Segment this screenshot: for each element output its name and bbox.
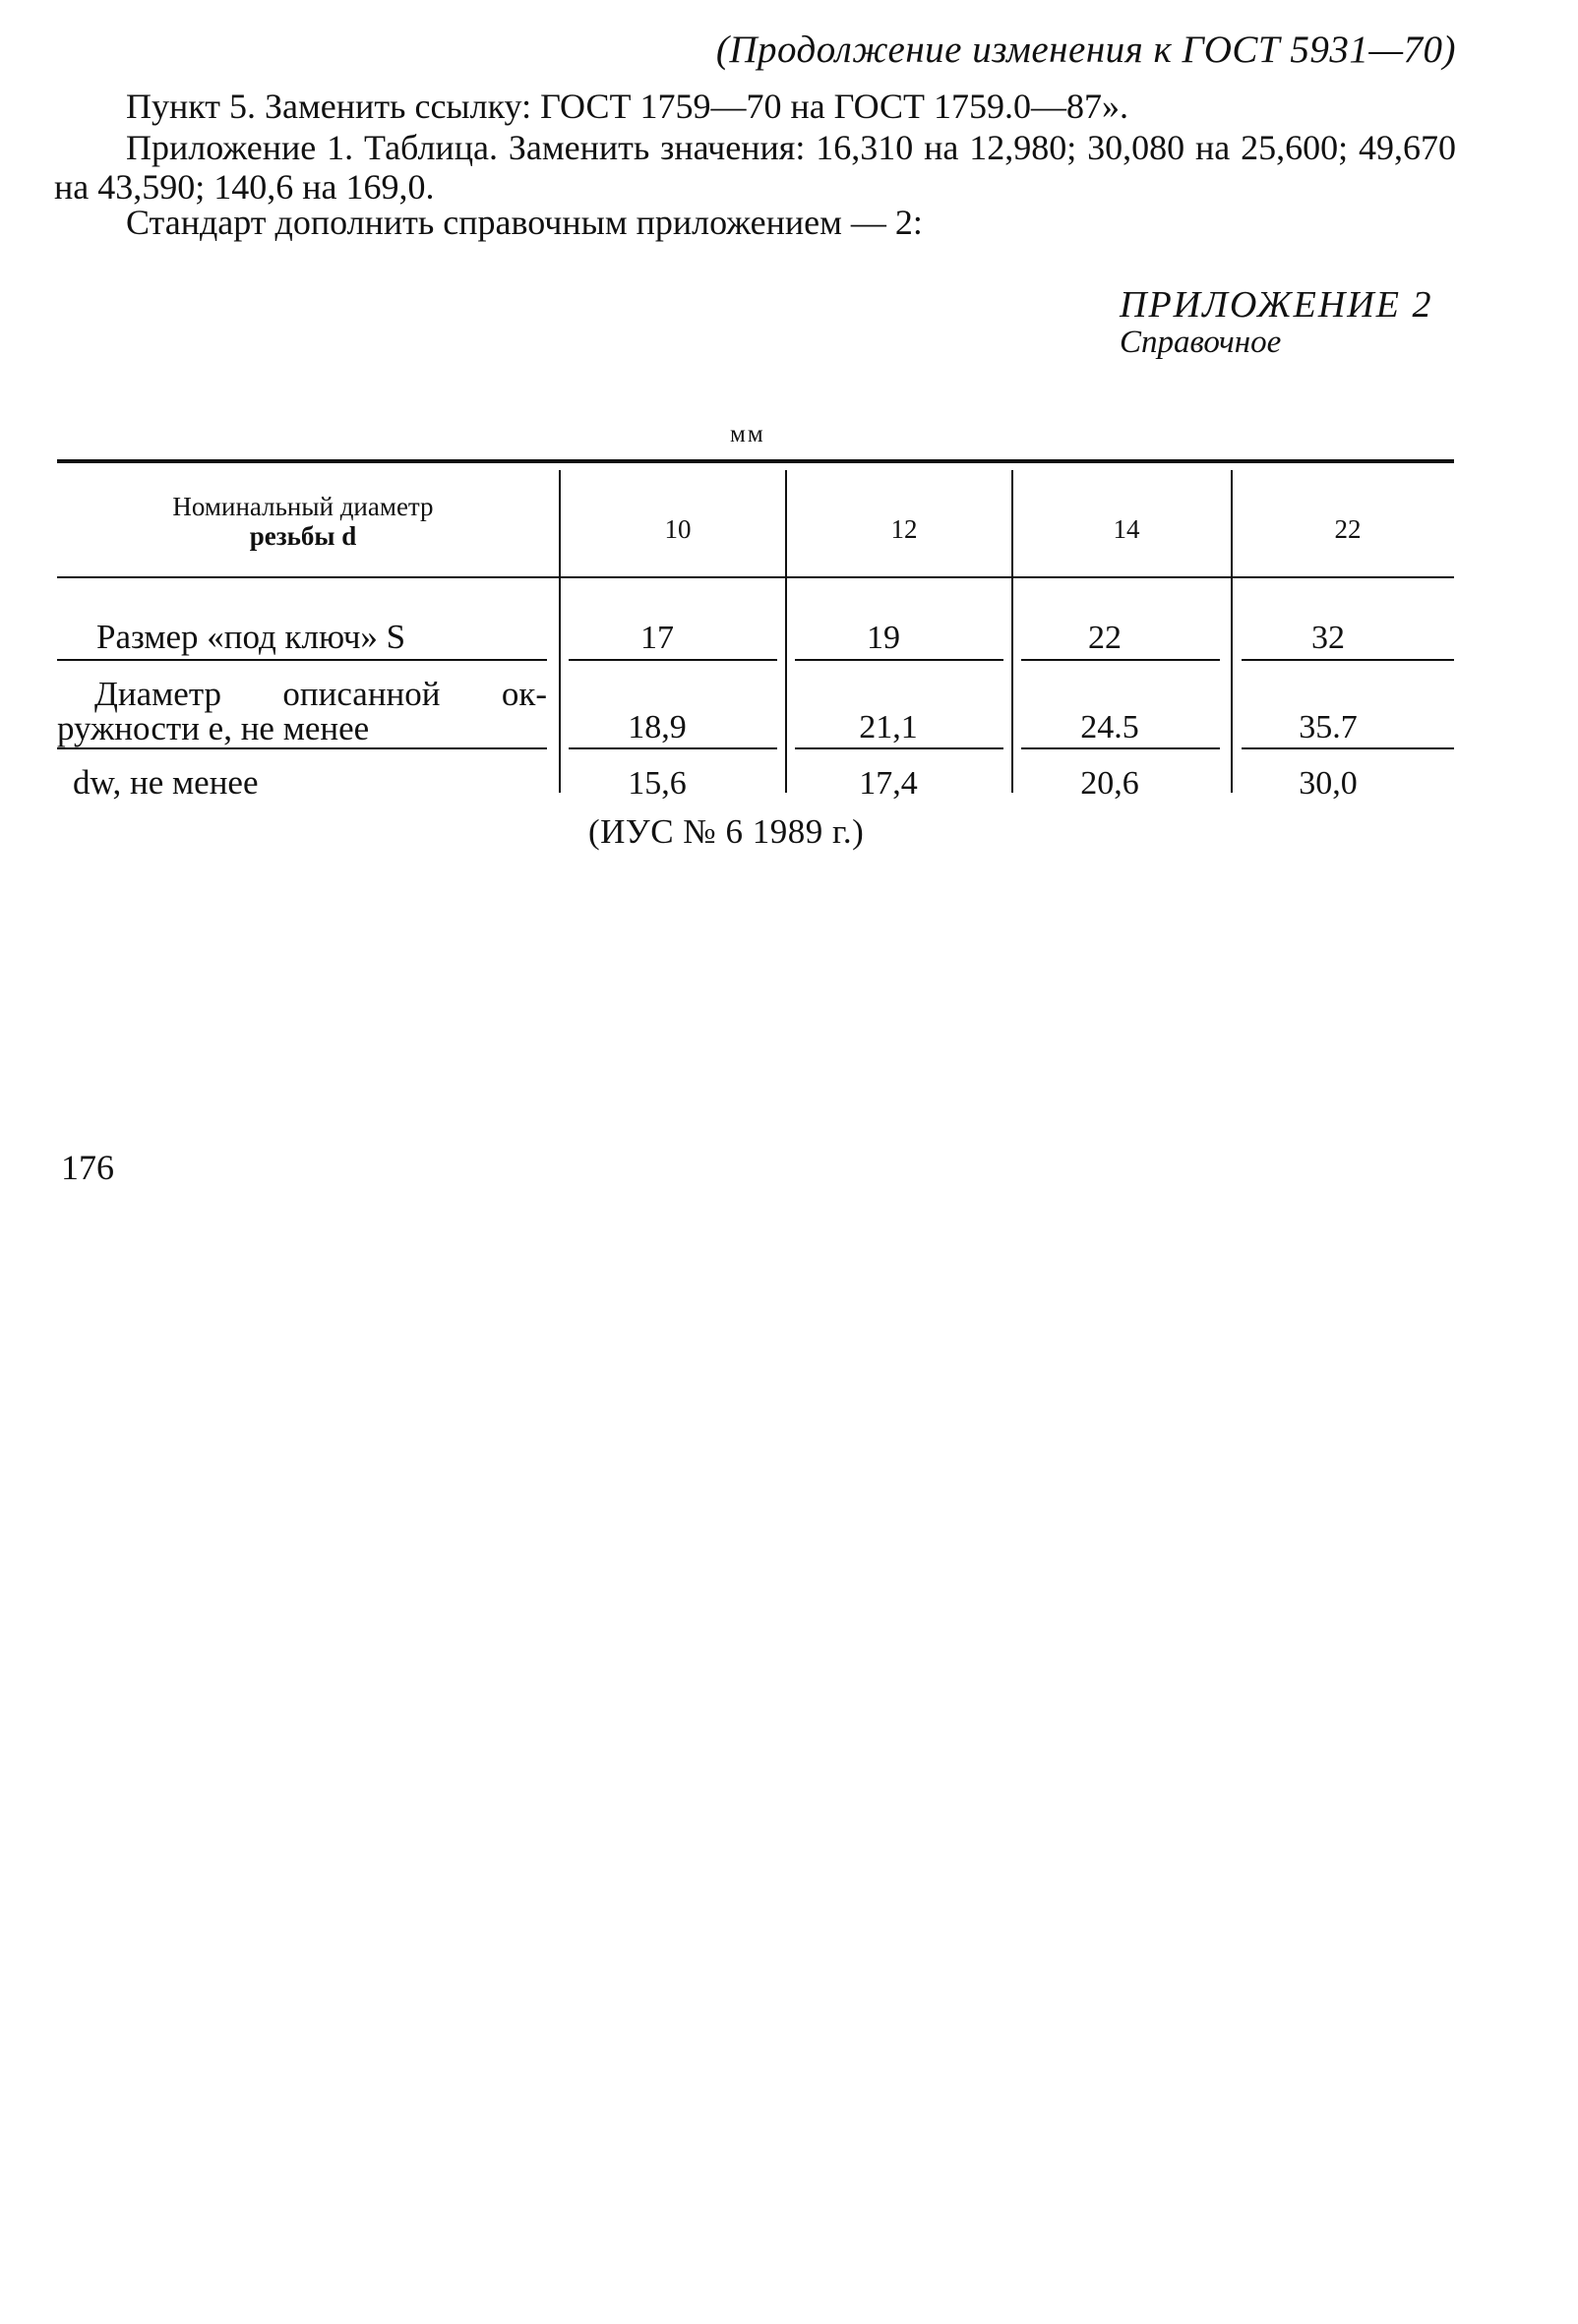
row-rule-cell-2-1 <box>569 747 777 749</box>
table-cell: 20,6 <box>1080 765 1139 802</box>
row-rule-label-2 <box>57 747 547 749</box>
column-header-22: 22 <box>1334 514 1362 544</box>
col-divider-4 <box>1231 470 1233 793</box>
header-label-line2: резьбы d <box>249 521 357 551</box>
continuation-header: (Продолжение изменения к ГОСТ 5931—70) <box>715 29 1456 71</box>
table-cell: 22 <box>1088 620 1122 656</box>
col-divider-2 <box>785 470 787 793</box>
table-cell: 21,1 <box>859 709 918 745</box>
row-label-wrench-size: Размер «под ключ» S <box>96 618 406 656</box>
table-cell: 15,6 <box>628 765 687 802</box>
paragraph-appendix-1-table: Приложение 1. Таблица. Заменить значения: 16,310 на 12,980; 30,080 на 25,600; 49,670 на 43,590; 140,6 на 169,0. <box>54 128 1456 207</box>
table-cell: 30,0 <box>1299 765 1358 802</box>
header-label-line1: Номинальный диаметр <box>172 492 434 521</box>
row-rule-cell-2-2 <box>795 747 1003 749</box>
row-label-circumscribed-line1: Диаметр описанной ок- <box>94 675 547 713</box>
paragraph-add-appendix: Стандарт дополнить справочным приложением — 2: <box>126 203 923 242</box>
row-rule-label-1 <box>57 659 547 661</box>
row-label-bearing-diameter: dw, не менее <box>73 763 259 802</box>
col-divider-3 <box>1011 470 1013 793</box>
appendix-title: ПРИЛОЖЕНИЕ 2 <box>1120 284 1433 326</box>
table-cell: 17 <box>640 620 674 656</box>
table-cell: 24.5 <box>1080 709 1139 745</box>
column-header-14: 14 <box>1113 514 1140 544</box>
row-rule-cell-1-1 <box>569 659 777 661</box>
table-cell: 32 <box>1311 620 1345 656</box>
col-divider-1 <box>559 470 561 793</box>
row-label-circumscribed-line2: ружности e, не менее <box>57 709 370 747</box>
source-reference: (ИУС № 6 1989 г.) <box>588 812 865 851</box>
row-rule-cell-1-4 <box>1242 659 1454 661</box>
row-rule-cell-2-3 <box>1021 747 1220 749</box>
table-cell: 18,9 <box>628 709 687 745</box>
appendix-subtitle: Справочное <box>1120 325 1282 360</box>
table-units: мм <box>730 421 765 447</box>
row-rule-cell-1-2 <box>795 659 1003 661</box>
column-header-12: 12 <box>890 514 918 544</box>
table-top-rule <box>57 459 1454 463</box>
table-cell: 19 <box>867 620 900 656</box>
table-header-rule <box>57 576 1454 578</box>
page-number: 176 <box>61 1148 114 1187</box>
row-rule-cell-1-3 <box>1021 659 1220 661</box>
table-cell: 35.7 <box>1299 709 1358 745</box>
table-cell: 17,4 <box>859 765 918 802</box>
row-rule-cell-2-4 <box>1242 747 1454 749</box>
paragraph-item-5: Пункт 5. Заменить ссылку: ГОСТ 1759—70 на ГОСТ 1759.0—87». <box>126 87 1129 126</box>
column-header-10: 10 <box>664 514 692 544</box>
